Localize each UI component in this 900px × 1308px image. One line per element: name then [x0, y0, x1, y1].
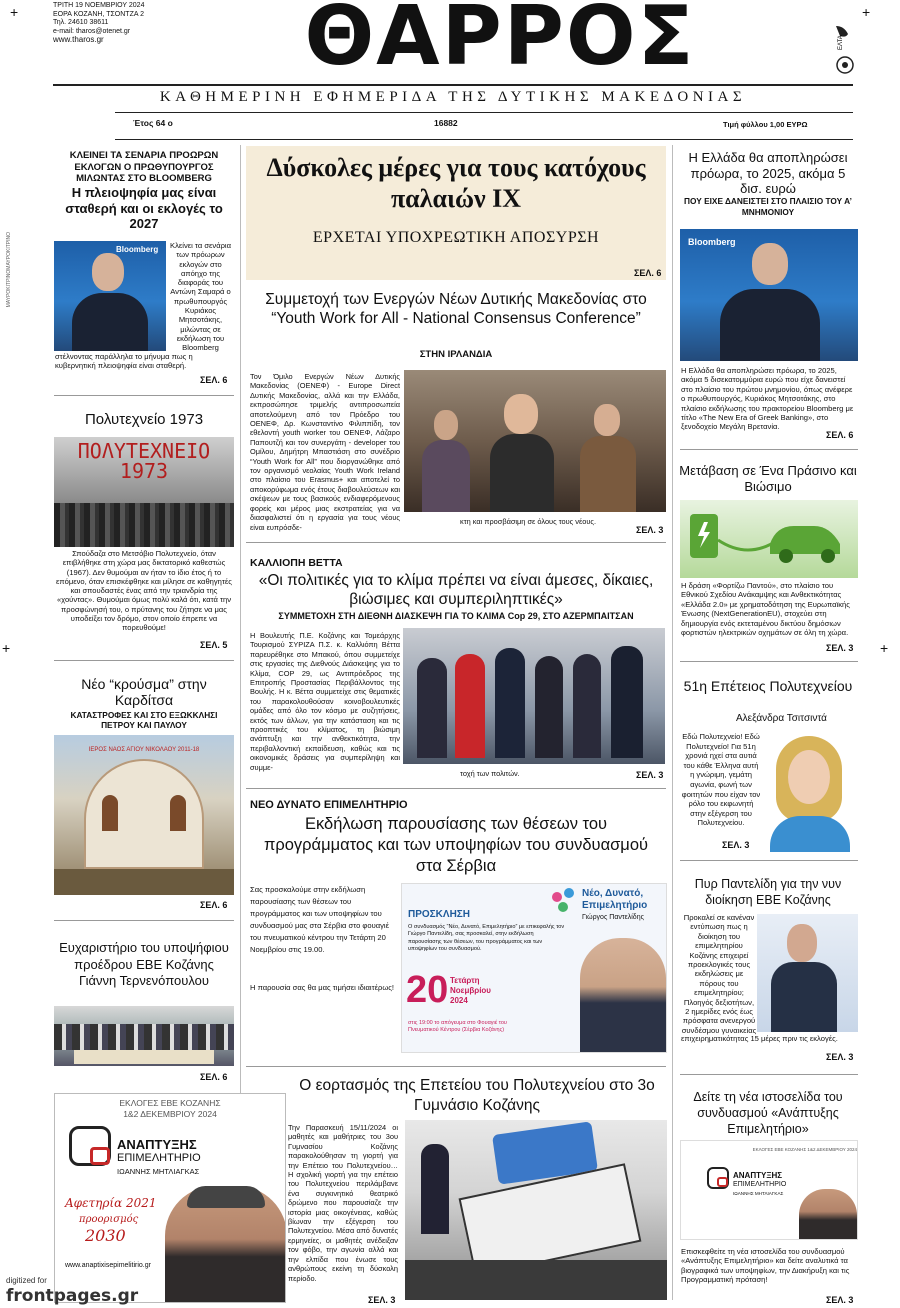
tsitsinta-portrait: [762, 730, 858, 852]
elta-icon: [828, 20, 858, 75]
green-title: Μετάβαση σε Ένα Πράσινο και Βιώσιμο: [679, 463, 857, 494]
page-ref: ΣΕΛ. 6: [200, 1072, 228, 1082]
pantelidis-title: Πυρ Παντελίδη για την νυν διοίκηση ΕΒΕ Κοζάνης: [694, 877, 842, 907]
thanks-photo: [54, 1006, 234, 1066]
bloomberg-logo: Bloomberg: [688, 237, 736, 247]
lead-subtitle: ΕΡΧΕΤΑΙ ΥΠΟΧΡΕΩΤΙΚΗ ΑΠΟΣΥΡΣΗ: [312, 229, 600, 246]
ev-charging-icon: [680, 500, 858, 578]
repay-title: Η Ελλάδα θα αποπληρώσει πρόωρα, το 2025, ακόμα 5 δισ. ευρώ: [688, 150, 848, 196]
pantelidis-body: Προκαλεί σε κανέναν εντύπωση πως η διοίκηση του επιμελητηρίου Κοζάνης επιχειρεί προεκλογικές τους εκδηλώσεις με πόρους του επιμελητηρίου; Πλοηγός δεξιοτήτων, 2 ημερίδες ενός έως πρόσφατα ανενεργού συνδέσμου γυναικείας: [681, 913, 757, 1035]
polytechnic-photo: [54, 437, 234, 547]
lead-box: [246, 146, 666, 280]
page-ref: ΣΕΛ. 6: [200, 375, 228, 385]
invite-day: 20: [406, 969, 449, 1011]
page-ref: ΣΕΛ. 3: [826, 1295, 854, 1305]
chamber-body2: Η παρουσία σας θα μας τιμήσει ιδιαιτέρως!: [250, 983, 395, 992]
anaptyxis-ad[interactable]: [54, 1093, 286, 1303]
elections-body-cont: στέλνοντας παράλληλα το μήνυμα πως η κυβερνητική πλειοψηφία είναι σταθερή.: [55, 352, 193, 371]
chamber-body: Σας προσκαλούμε στην εκδήλωση παρουσίασης των θέσεων του προγράμματος και των υποψηφίων του συνδυασμού μας στα Σέρβια στο φουαγιέ του πνευματικού κέντρου την Τετάρτη 20 Νοεμβρίου στις 19.00.: [250, 885, 389, 954]
invite-venue: στις 19:00 το απόγευμα στο Φουαγιέ του Πνευματικού Κέντρου (Σέρβια Κοζάνης): [408, 1020, 507, 1033]
ad-top: ΕΚΛΟΓΕΣ ΕΒΕ ΚΟΖΑΝΗΣ: [119, 1098, 221, 1108]
invite-weekday: Τετάρτη: [450, 976, 480, 985]
invite-heading: ΠΡΟΣΚΛΗΣΗ: [408, 909, 471, 920]
ad-person: ΙΩΑΝΝΗΣ ΜΗΤΛΙΑΓΚΑΣ: [117, 1167, 200, 1176]
print-margin-code: ΜΑΥΡΟΚΙΤΡΙΝΟΜΑΥΡΟΚΙΤΡΙΝΟ: [6, 232, 12, 308]
pantelidis-photo: [757, 914, 858, 1032]
climate-caption: τοχή των πολιτών.: [460, 769, 520, 778]
website-logo-icon: [707, 1167, 729, 1189]
ev-charger-illustration: [680, 500, 858, 578]
issue-date: ΤΡΙΤΗ 19 ΝΟΕΜΒΡΙΟΥ 2024: [53, 2, 145, 9]
youth-photo: [404, 370, 666, 512]
website-shot-person: ΙΩΑΝΝΗΣ ΜΗΤΛΙΑΓΚΑΣ: [733, 1191, 784, 1196]
cop29-photo: [403, 628, 665, 764]
climate-kicker: ΚΑΛΛΙΟΠΗ ΒΕΤΤΑ: [250, 557, 343, 569]
school-body: Την Παρασκευή 15/11/2024 οι μαθητές και μαθήτριες του 3ου Γυμνασίου Κοζάνης παρακολούθησαν τη γιορτή για την Επέτειο του Πολυτεχνείου… Η σχολική γιορτή για την επέτειο του Πολυτεχνείου περιλάμβανε ένα συγκινητικό θεατρικό δρώμενο που παρουσίαζε την ιστορία μιας οικογένειας, καθώς βίωναν την εξέγερση του Πολυτεχνείου. Μέσα από δυνατές ερμηνείες, οι μαθητές ανέδειξαν τον φόβο, την αγωνία αλλά και την ελπίδα που ένωσε τους ανθρώπους εκείνη τη δύσκολη περίοδο.: [288, 1123, 398, 1283]
youth-body: Τον Όμιλο Ενεργών Νέων Δυτικής Μακεδονίας (ΟΕΝΕΦ) - Europe Direct Δυτικής Μακεδονίας, αλλά και την Ελλάδα, εκπροσώπησε τριμελής αντιπροσωπεία αποτελούμενη από τον Πρόεδρο του ΟΕΝΕΦ, Δρ. Κωνσταντίνο Φιλιππίδη, τον εθελοντή youth worker του ΟΕΝΕΦ, Λάζαρο Παπουτζή και τον συνεργάτη - developer του Ομίλου, Δημήτρη Μπαστιάση στο συνέδριο “Youth Work for All” που διοργανώθηκε από τον οργανισμό νεολαίας Youth Work Ireland στο πλαίσιο του Erasmus+ και αποτελεί το αποκορύφωμα ενός έτους διαβουλεύσεων και σκέψεων με τους βασικούς ενδιαφερόμενους φορείς και μέρος μιας εκστρατείας για να διασφαλιστεί ότι η εργασία για τους νέους είναι ευπρόσδε-: [250, 372, 400, 532]
website-shot-name: ΑΝΑΠΤΥΞΗΣ: [733, 1171, 783, 1180]
page-ref: ΣΕΛ. 3: [636, 770, 664, 780]
chamber-kicker: ΝΕΟ ΔΥΝΑΤΟ ΕΠΙΜΕΛΗΤΗΡΙΟ: [250, 799, 408, 811]
tagline: ΚΑΘΗΜΕΡΙΝΗ ΕΦΗΜΕΡΙΔΑ ΤΗΣ ΔΥΤΙΚΗΣ ΜΑΚΕΔΟΝΙΑΣ: [159, 89, 747, 105]
invite-brand3: Γιώργος Παντελίδης: [582, 914, 644, 921]
website-title: Δείτε τη νέα ιστοσελίδα του συνδυασμού «Ανάπτυξης Επιμελητήριο»: [693, 1090, 843, 1136]
address: ΕΟΡΑ ΚΟΖΑΝΗ, ΤΣΟΝΤΖΑ 2: [53, 10, 144, 18]
nde-logo-icon: [552, 888, 578, 914]
youth-kicker: ΣΤΗΝ ΙΡΛΑΝΔΙΑ: [419, 349, 493, 360]
page-ref: ΣΕΛ. 3: [368, 1295, 396, 1305]
karditsa-title: Νέο “κρούσμα” στην Καρδίτσα: [81, 676, 207, 708]
polytechnic-body: Σπούδαζα στο Μετσόβιο Πολυτεχνείο, όταν επιβλήθηκε στη χώρα μας δικτατορικό καθεστώς (1967). Δεν θυμούμαι αν ήταν το ίδιο έτος ή το επόμενο, όταν επισκέφθηκε και μίλησε σε καθηγητές και σπουδαστές ένας από την τριανδρία της «χούντας». Θυμούμαι όμως πολύ καλά ότι, κατά την προσφώνησή του, ο πρύτανης του ζήτησε να μας υποδείξει τον δρόμο, στον οποίο έπρεπε να πορευθούμε!: [56, 549, 232, 633]
website-body: Επισκεφθείτε τη νέα ιστοσελίδα του συνδυασμού «Ανάπτυξης Επιμελητήριο» και δείτε αναλυτικά τα βιογραφικά των υποψηφίων, την Διακήρυξη και τις Προγραμματική πρόταση!: [681, 1247, 850, 1285]
invite-year: 2024: [450, 996, 468, 1005]
ad-slogan2: προορισμός: [79, 1214, 139, 1225]
repay-body: Η Ελλάδα θα αποπληρώσει πρόωρα, το 2025, ακόμα 5 δισεκατομμύρια ευρώ που είχε δανειστεί στο πλαίσιο του πρώτου μνημονίου, όπως ανέφερε ο πρωθυπουργός, Κυριάκος Μητσοτάκης, στο πλαίσιο εκδήλωσης του πρακτορείου Bloomberg με τίτλο «The New Era of Greek Banking», στο ξενοδοχείο Μεγάλη Βρετανία.: [681, 366, 854, 432]
youth-title: Συμμετοχή των Ενεργών Νέων Δυτικής Μακεδονίας στο “Youth Work for All - National Consensus Conference”: [265, 291, 647, 327]
page-ref: ΣΕΛ. 3: [636, 525, 664, 535]
page-ref: ΣΕΛ. 6: [634, 268, 662, 278]
volume-year: Έτος 64 ο: [133, 118, 173, 128]
elections-body: Κλείνει τα σενάρια των πρόωρων εκλογών στο απόηχο της διαφοράς του Αντώνη Σαμαρά ο πρωθυπουργός Κυριάκος Μητσοτάκης, μιλώντας σε εκδήλωση του Bloomberg: [170, 241, 231, 353]
pantelidis-portrait: [580, 938, 666, 1053]
page-ref: ΣΕΛ. 6: [826, 430, 854, 440]
invite-brand2: Επιμελητήριο: [582, 900, 648, 911]
header-info: [53, 2, 173, 45]
pantelidis-body-cont: επιχειρηματικότητας 15 μέρες πριν τις εκλογές.: [681, 1034, 838, 1043]
ad-logo-icon: [69, 1126, 111, 1166]
page-ref: ΣΕΛ. 3: [826, 643, 854, 653]
anniv-author: Αλεξάνδρα Τσιτσιντά: [736, 713, 827, 724]
polytechnic-title: Πολυτεχνείο 1973: [84, 411, 204, 428]
page-ref: ΣΕΛ. 3: [826, 1052, 854, 1062]
registration-mark-icon: +: [862, 4, 871, 20]
ad-slogan1: Αφετηρία 2021: [65, 1196, 157, 1210]
green-body: Η δράση «Φορτίζω Παντού», στο πλαίσιο του Εθνικού Σχεδίου Ανάκαμψης και Ανθεκτικότητας «Ελλάδα 2.0» με χρηματοδότηση της Ευρωπαϊκής Ένωσης (NextGenerationEU), στοχεύει στη δημιουργία ενός εκτεταμένου δικτύου δημόσιων φορτιστών ηλεκτρικών οχημάτων σε όλη τη χώρα.: [681, 581, 850, 638]
chapel-photo: [54, 735, 234, 895]
website-screenshot[interactable]: [680, 1140, 858, 1240]
masthead: ΘΑΡΡΟΣ: [304, 0, 696, 84]
website-shot-top: ΕΚΛΟΓΕΣ ΕΒΕ ΚΟΖΑΝΗΣ 1&2 ΔΕΚΕΜΒΡΙΟΥ 2024: [752, 1147, 857, 1152]
climate-subtitle: ΣΥΜΜΕΤΟΧΗ ΣΤΗ ΔΙΕΘΝΗ ΔΙΑΣΚΕΨΗ ΓΙΑ ΤΟ ΚΛΙΜΑ Cop 29, ΣΤΟ ΑΖΕΡΜΠΑΙΤΣΑΝ: [278, 611, 634, 621]
page-ref: ΣΕΛ. 3: [722, 840, 750, 850]
registration-mark-icon: +: [2, 640, 11, 656]
phone: Τηλ. 24610 38611: [53, 19, 109, 27]
repay-kicker: ΠΟΥ ΕΙΧΕ ΔΑΝΕΙΣΤΕΙ ΣΤΟ ΠΛΑΙΣΙΟ ΤΟΥ Α’ ΜΝΗΜΟΝΙΟΥ: [684, 196, 852, 217]
ad-portrait: [165, 1186, 286, 1303]
invitation-card: [401, 883, 667, 1053]
polytechnic-banner: ΠΟΛΥΤΕΧΝΕΙΟ 1973: [77, 439, 211, 483]
invite-brand1: Νέο, Δυνατό,: [582, 888, 644, 899]
anniv-body: Εδώ Πολυτεχνείο! Εδώ Πολυτεχνείο! Για 51η χρονιά ηχεί στα αυτιά του κάθε Έλληνα αυτή η γνώριμη, γεμάτη αγωνία, φωνή των φοιτητών που είχαν τον ρόλο του εκφωνητή στην εξέγερση του Πολυτεχνείου.: [681, 732, 761, 828]
ad-slogan3: 2030: [85, 1226, 126, 1245]
climate-title: «Οι πολιτικές για το κλίμα πρέπει να είναι άμεσες, δίκαιες, βιώσιμες και συμπεριληπτικές»: [258, 572, 654, 608]
anniv-title: 51η Επέτειος Πολυτεχνείου: [683, 678, 853, 694]
website-shot-name2: ΕΠΙΜΕΛΗΤΗΡΙΟ: [733, 1181, 787, 1188]
ad-url[interactable]: www.anaptixisepimelitirio.gr: [65, 1262, 151, 1269]
thanks-title: Ευχαριστήριο του υποψήφιου προέδρου ΕΒΕ Κοζάνης Γιάννη Τερνενόπουλου: [59, 940, 229, 988]
issue-number: 16882: [434, 118, 458, 128]
price: Τιμή φύλλου 1,00 ΕΥΡΩ: [723, 120, 808, 129]
page-ref: ΣΕΛ. 5: [200, 640, 228, 650]
chapel-sign: ΙΕΡΟΣ ΝΑΟΣ ΑΓΙΟΥ ΝΙΚΟΛΑΟΥ 2011-18: [88, 747, 200, 753]
frontpages-logo[interactable]: frontpages.gr: [6, 1286, 139, 1306]
email: e-mail: tharos@otenet.gr: [53, 27, 131, 35]
website: www.tharos.gr: [53, 35, 104, 45]
invite-month: Νοεμβρίου: [450, 986, 491, 995]
ad-name: ΑΝΑΠΤΥΞΗΣ: [117, 1137, 197, 1152]
elections-title: Η πλειοψηφία μας είναι σταθερή και οι εκλογές το 2027: [65, 185, 223, 231]
elta-logo: [828, 20, 858, 75]
digitized-label: digitized for: [6, 1276, 47, 1285]
invite-text: Ο συνδυασμός “Νέο, Δυνατό, Επιμελητήριο” με επικεφαλής τον Γιώργο Παντελίδη, σας προσκαλεί, στην εκδήλωση παρουσίασης των θέσεων, του προγράμματος και των υποψηφίων του συνδυασμού.: [408, 924, 565, 953]
school-title: Ο εορτασμός της Επετείου του Πολυτεχνείου στο 3ο Γυμνάσιο Κοζάνης: [299, 1077, 655, 1114]
karditsa-kicker: ΚΑΤΑΣΤΡΟΦΕΣ ΚΑΙ ΣΤΟ ΕΞΩΚΚΛΗΣΙ ΠΕΤΡΟΥ ΚΑΙ ΠΑΥΛΟΥ: [70, 710, 218, 730]
ad-name2: ΕΠΙΜΕΛΗΤΗΡΙΟ: [117, 1152, 201, 1164]
school-photo: [405, 1120, 667, 1300]
registration-mark-icon: +: [10, 4, 19, 20]
elections-kicker: ΚΛΕΙΝΕΙ ΤΑ ΣΕΝΑΡΙΑ ΠΡΟΩΡΩΝ ΕΚΛΟΓΩΝ Ο ΠΡΩΘΥΠΟΥΡΓΟΣ ΜΙΛΩΝΤΑΣ ΣΤΟ BLOOMBERG: [69, 150, 219, 184]
bloomberg-logo: Bloomberg: [116, 245, 159, 254]
mitsotakis-bloomberg-photo: [680, 229, 858, 361]
chamber-title: Εκδήλωση παρουσίασης των θέσεων του προγράμματος και των υποψηφίων του συνδυασμού στα Σέρβια: [263, 815, 649, 875]
lead-title: Δύσκολες μέρες για τους κατόχους παλαιών ΙΧ: [266, 153, 646, 213]
ad-dates: 1&2 ΔΕΚΕΜΒΡΙΟΥ 2024: [123, 1109, 217, 1119]
page-ref: ΣΕΛ. 6: [200, 900, 228, 910]
climate-body: Η Βουλευτής Π.Ε. Κοζάνης και Τομεάρχης Τουρισμού ΣΥΡΙΖΑ Π.Σ. κ. Καλλιόπη Βέττα παρευρέθηκε στο Μπακού, όπου συμμετείχε στις εργασίες της Διεθνούς Διάσκεψης για το Κλίμα, COP 29, ως Αντιπρόεδρος της Επιτροπής Προστασίας Περιβάλλοντος της Βουλής. Η κ. Βέττα συμμετείχε στις θεματικές του παρακολουθούσαν κοινοβουλευτικές ομάδες από όλο τον κόσμο με συζητήσεις, εκτός των άλλων, για την κατάσταση και τις προοπτικές του κλίματος, τη βιώσιμη ανάπτυξη και την ανθεκτικότητα, την περιβαλλοντική εκπαίδευση, καθώς και τις οικονομικές δράσεις για συμπερίληψη και συμμε-: [250, 631, 400, 772]
youth-caption: κτη και προσβάσιμη σε όλους τους νέους.: [460, 517, 597, 526]
elta-label: ΕΛΤΑ: [838, 35, 844, 50]
registration-mark-icon: +: [880, 640, 889, 656]
mitsotakis-photo: [54, 241, 166, 351]
